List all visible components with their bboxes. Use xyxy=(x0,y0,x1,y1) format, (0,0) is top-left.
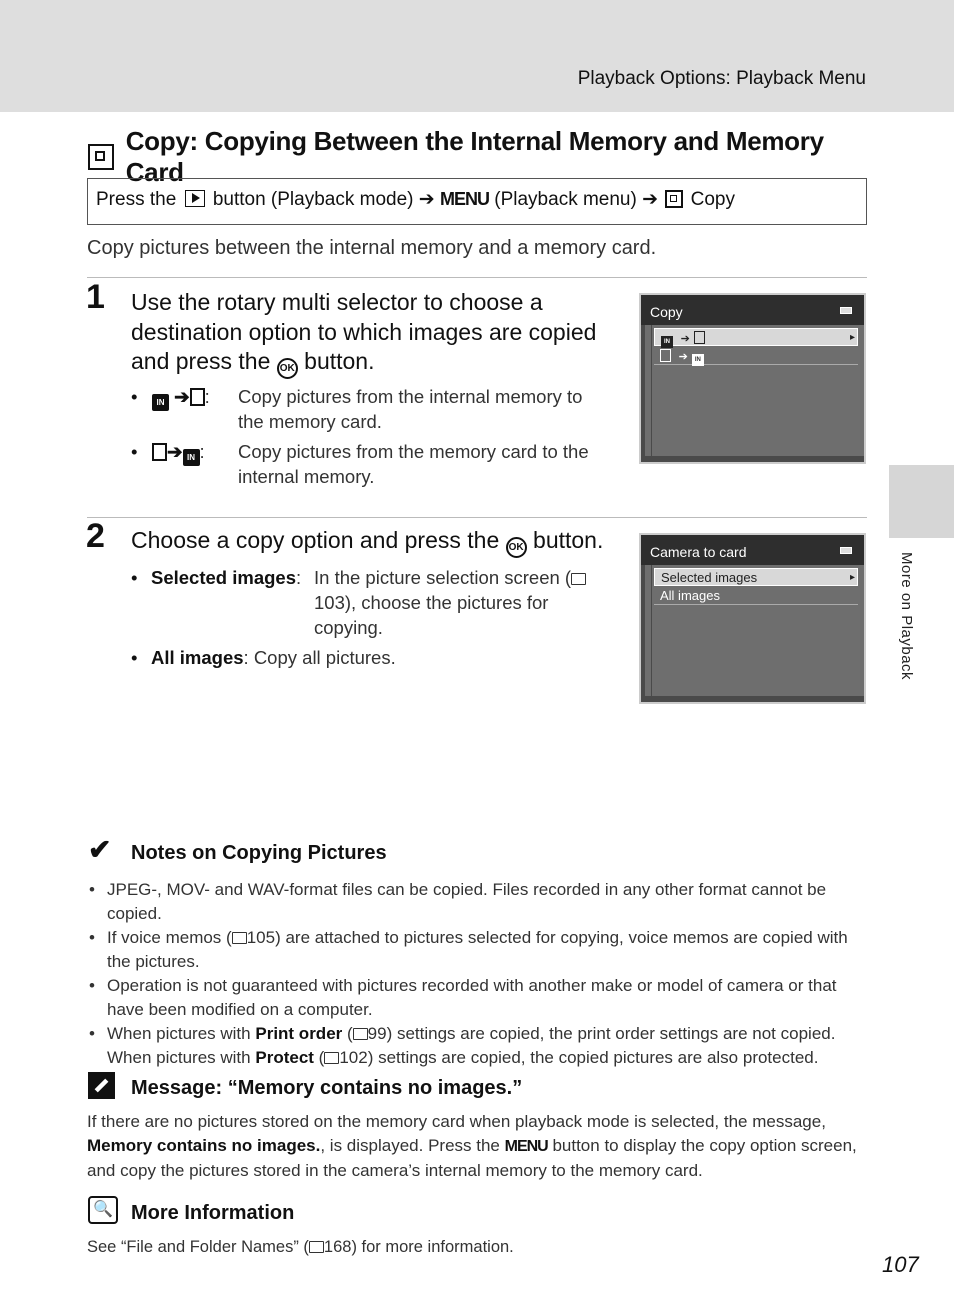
bullet-all-images xyxy=(131,645,611,670)
separator: : xyxy=(199,441,205,462)
screen-header xyxy=(641,535,864,565)
arrow-icon: ➔ xyxy=(418,189,435,210)
bullet-text xyxy=(314,565,604,640)
separator: : xyxy=(296,567,302,588)
book-reference-icon xyxy=(353,1028,368,1040)
screen-header xyxy=(641,295,864,325)
path-text: button (Playback mode) xyxy=(212,189,414,210)
internal-memory-icon: IN xyxy=(661,336,673,348)
note-text: When pictures with xyxy=(107,1024,251,1043)
bullet-dot: • xyxy=(131,441,138,462)
screen-title: Camera to card xyxy=(650,544,747,560)
scroll-bar xyxy=(645,325,651,456)
arrow-icon: ➔ xyxy=(642,189,659,210)
message-text: button to display the copy option screen, and copy the pictures stored in the camera’s internal memory to the memory card. xyxy=(87,1136,857,1180)
path-text: (Playback menu) xyxy=(494,189,637,210)
internal-memory-icon: IN xyxy=(152,394,169,411)
step-text: button. xyxy=(304,348,375,374)
copy-icon xyxy=(665,190,683,208)
list-item: • If voice memos ( 105) are attached to pictures selected for copying, voice memos are copied with the pictures. xyxy=(89,928,848,971)
header-band xyxy=(0,0,954,112)
internal-memory-icon: IN xyxy=(692,354,704,366)
menu-option-internal-to-card[interactable] xyxy=(654,328,858,346)
page-title-text: Copy: Copying Between the Internal Memory and Memory Card xyxy=(125,126,824,187)
option-label: Selected images xyxy=(151,567,296,588)
more-info-body xyxy=(87,1238,514,1257)
note-text: ( xyxy=(318,1048,325,1067)
note-text: ( xyxy=(347,1024,353,1043)
memory-card-icon xyxy=(660,349,671,362)
bold-term: Print order xyxy=(255,1024,343,1043)
step-number: 2 xyxy=(86,517,105,555)
path-text: Copy xyxy=(690,189,735,210)
bullet-dot: • xyxy=(131,386,138,407)
menu-button-icon: MENU xyxy=(439,189,489,209)
arrow-icon: ➔ xyxy=(678,351,688,363)
scroll-bar xyxy=(645,565,651,696)
caret-right-icon: ▸ xyxy=(849,572,855,583)
section-header: Playback Options: Playback Menu xyxy=(577,68,866,89)
note-text: 99) settings are copied, the print order settings are not copied. When pictures with xyxy=(107,1024,836,1067)
menu-option-label: All images xyxy=(660,588,720,603)
book-reference-icon xyxy=(571,573,586,585)
list-item: • Operation is not guaranteed with pictures recorded with another make or model of camera or that have been modified on a computer. xyxy=(89,976,837,1019)
message-body xyxy=(87,1110,872,1183)
note-text: Operation is not guaranteed with pictures recorded with another make or model of camera or that have been modified on a computer. xyxy=(107,976,837,1019)
pencil-note-icon xyxy=(88,1072,115,1099)
divider xyxy=(87,517,867,518)
copy-icon xyxy=(88,144,114,170)
book-reference-icon xyxy=(232,932,247,944)
step-text: Use the rotary multi selector to choose a destination option to which images are copied and press the xyxy=(131,289,597,374)
bullet-dot: • xyxy=(131,567,138,588)
bullet-dot: • xyxy=(131,647,138,668)
menu-option-selected-images[interactable] xyxy=(654,568,858,586)
notes-list xyxy=(89,878,869,1070)
message-text: , is displayed. Press the xyxy=(320,1136,500,1155)
bullet-text: : Copy all pictures. xyxy=(243,647,396,668)
memory-card-icon xyxy=(190,388,205,406)
bullet-selected-images xyxy=(131,565,611,640)
bullet-card-to-internal xyxy=(131,439,611,489)
info-text: See “File and Folder Names” ( xyxy=(87,1238,309,1256)
memory-card-icon xyxy=(152,443,167,461)
battery-icon xyxy=(840,547,852,554)
step-number: 1 xyxy=(86,278,105,316)
notes-heading: Notes on Copying Pictures xyxy=(131,842,387,864)
option-label: All images xyxy=(151,647,244,668)
bullet-text: Copy pictures from the memory card to the internal memory. xyxy=(238,441,589,487)
divider xyxy=(87,277,867,278)
list-item: • JPEG-, MOV- and WAV-format files can be copied. Files recorded in any other format cannot be copied. xyxy=(89,880,827,923)
note-text: 102) settings are copied, the copied pictures are also protected. xyxy=(339,1048,819,1067)
path-text: Press the xyxy=(96,189,177,210)
list-item: • When pictures with Print order ( 99) settings are copied, the print order settings are not copied. When pictures with Protect ( 102) settings are copied, the copied pictures are also protected. xyxy=(89,1024,836,1067)
message-heading: Message: “Memory contains no images.” xyxy=(131,1077,523,1099)
arrow-icon: ➔ xyxy=(167,441,183,462)
info-magnifier-icon: 🔍 xyxy=(88,1196,118,1224)
bold-term: Memory contains no images. xyxy=(87,1136,321,1155)
screen-body xyxy=(652,325,864,456)
battery-icon xyxy=(840,307,852,314)
bullet-internal-to-card xyxy=(131,384,611,434)
note-text: If voice memos ( xyxy=(107,928,232,947)
internal-memory-icon: IN xyxy=(183,449,200,466)
camera-screen-camera-to-card xyxy=(639,533,866,704)
menu-button-icon: MENU xyxy=(504,1138,548,1155)
checkmark-note-icon: ✔ xyxy=(88,834,112,865)
note-text: 105) are attached to pictures selected for copying, voice memos are copied with the pictures. xyxy=(107,928,848,971)
step-text: button. xyxy=(533,527,604,553)
separator: : xyxy=(204,386,210,407)
screen-body xyxy=(652,565,864,696)
page-number: 107 xyxy=(882,1252,919,1277)
memory-card-icon xyxy=(694,331,705,344)
ok-button-icon: OK xyxy=(277,358,298,379)
ok-button-icon: OK xyxy=(506,537,527,558)
bold-term: Protect xyxy=(255,1048,314,1067)
side-tab-label: More on Playback xyxy=(898,552,915,681)
step-text: Choose a copy option and press the xyxy=(131,527,500,553)
message-text: If there are no pictures stored on the memory card when playback mode is selected, the message, xyxy=(87,1112,826,1131)
bullet-text-part: ( xyxy=(564,567,572,588)
playback-button-icon xyxy=(185,190,205,207)
menu-option-label: Selected images xyxy=(661,570,758,585)
camera-screen-copy xyxy=(639,293,866,464)
menu-option-all-images[interactable] xyxy=(654,587,858,605)
menu-path-box xyxy=(87,178,867,225)
book-reference-icon xyxy=(324,1052,339,1064)
step-instruction xyxy=(131,527,631,558)
more-info-heading: More Information xyxy=(131,1202,295,1224)
intro-text: Copy pictures between the internal memory and a memory card. xyxy=(87,237,657,259)
bullet-text: Copy pictures from the internal memory to the memory card. xyxy=(238,386,583,432)
caret-right-icon: ▸ xyxy=(849,332,855,343)
bullet-text-part: In the picture selection screen xyxy=(314,567,560,588)
info-text: 168) for more information. xyxy=(323,1238,514,1256)
bullet-text-part: 103), choose the pictures for copying. xyxy=(314,592,549,638)
step-instruction xyxy=(131,288,621,379)
book-reference-icon xyxy=(309,1241,324,1253)
screen-title: Copy xyxy=(650,304,683,320)
note-text: JPEG-, MOV- and WAV-format files can be copied. Files recorded in any other format cannot be copied. xyxy=(107,880,827,923)
arrow-icon: ➔ xyxy=(680,333,690,345)
arrow-icon: ➔ xyxy=(174,386,190,407)
side-tab xyxy=(889,465,954,538)
menu-option-card-to-internal[interactable] xyxy=(654,347,858,365)
